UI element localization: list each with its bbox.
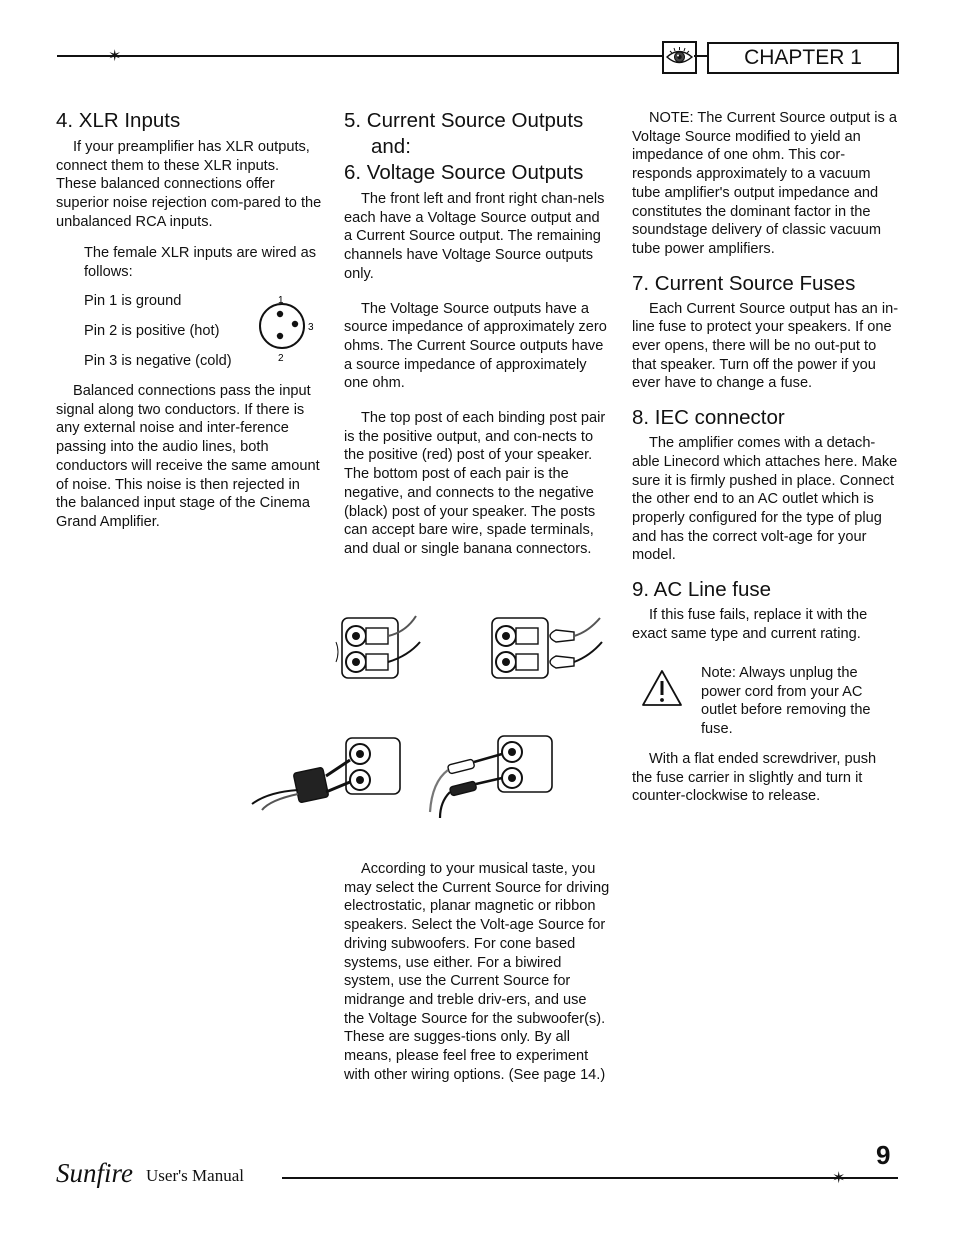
paragraph: The Voltage Source outputs have a source impedance of approximately zero ohms. The Current Source outputs have a source impedance of approximately one ohm. — [344, 300, 607, 392]
header-star-ornament: ✶ — [108, 46, 122, 65]
heading-voltage-source-outputs: 6. Voltage Source Outputs — [344, 161, 584, 184]
binding-post-single-banana-illustration — [424, 732, 556, 820]
paragraph: Balanced connections pass the input signal along two conductors. If there is any external noise and inter-ference passing into the audio lines, both conductors will receive the same amount of noise. This noise is then rejected in the balanced input stage of the Cinema Grand Amplifier. — [56, 383, 320, 530]
binding-post-dual-banana-illustration — [248, 732, 404, 812]
pin-label-3: 3 — [308, 322, 314, 333]
pin-label-2: 2 — [278, 353, 284, 364]
pin-2-text: Pin 2 is positive (hot) — [84, 323, 220, 339]
heading-current-source-outputs: 5. Current Source Outputs — [344, 109, 584, 132]
xlr-connector-diagram — [252, 290, 324, 366]
footer-star-ornament: ✶ — [832, 1168, 846, 1187]
heading-current-source-fuses: 7. Current Source Fuses — [632, 271, 856, 295]
manual-label: User's Manual — [146, 1166, 244, 1185]
column-1 — [56, 108, 322, 232]
paragraph: The top post of each binding post pair is the positive output, and con-nects to the positive (red) post of your speaker. The bottom post of each pair is the negative, and connects to the negative (black) post of your speaker. The posts can accept bare wire, spade terminals, and dual or single banana connectors. — [344, 410, 606, 557]
paragraph: Each Current Source output has an in-line fuse to protect your speakers. If one ever opens, there will be no out-put to that speaker. Turn off the power if you ever have to change a fuse. — [632, 300, 899, 392]
paragraph: The female XLR inputs are wired as follows: — [84, 245, 316, 280]
note-paragraph: NOTE: The Current Source output is a Voltage Source modified to yield an impedance of one ohm. This cor-responds approximately to a vacuum tube amplifier's output impedance and constitutes the dominant factor in the soundstage delivery of classic vacuum tube power amplifiers. — [632, 110, 897, 257]
balanced-connections-text — [56, 382, 322, 532]
warning-text: Note: Always unplug the power cord from your AC outlet before removing the fuse. — [701, 665, 871, 738]
heading-iec-connector: 8. IEC connector — [632, 406, 785, 430]
heading-and: and: — [371, 135, 411, 158]
column-2 — [344, 108, 610, 559]
eye-icon-box — [662, 41, 697, 74]
paragraph: The amplifier comes with a detach-able Linecord which attaches here. Make sure it is firmly pushed in place. Connect the other end to an AC outlet which is properly configured for the type of plug and has the correct volt-age for your model. — [632, 435, 898, 564]
paragraph: With a flat ended screwdriver, push the fuse carrier in slightly and turn it counter-clockwise to release. — [632, 751, 877, 805]
eye-icon — [664, 43, 695, 72]
chapter-label: CHAPTER 1 — [707, 42, 899, 74]
paragraph: According to your musical taste, you may select the Current Source for driving electrostatic, planar magnetic or ribbon speakers. Select the Volt-age Source for driving subwoofers. For cone based systems, use either. For a biwired system, use the Current Source for midrange and treble driv-ers, and use the Voltage Source for the subwoofer(s). These are sugges-tions only. By all means, please feel free to experiment with other wiring options. (See page 14.) — [344, 861, 610, 1083]
screwdriver-text — [632, 750, 900, 806]
musical-taste-text — [344, 860, 610, 1084]
paragraph: If your preamplifier has XLR outputs, connect them to these XLR inputs. These balanced connections offer superior noise rejection com-pared to the unbalanced RCA inputs. — [56, 139, 322, 230]
paragraph: The front left and front right chan-nels each have a Voltage Source output and a Current Source output. The remaining channels have Voltage Source outputs only. — [344, 191, 605, 282]
paragraph: If this fuse fails, replace it with the exact same type and current rating. — [632, 607, 868, 642]
footer-rule — [282, 1177, 898, 1179]
page-number: 9 — [876, 1140, 891, 1170]
warning-note — [701, 664, 901, 739]
column-3 — [632, 109, 900, 643]
xlr-wiring-intro — [84, 244, 320, 281]
heading-xlr-inputs: 4. XLR Inputs — [56, 109, 181, 132]
brand-logo: Sunfire — [56, 1158, 133, 1188]
binding-post-bare-wire-illustration — [334, 612, 426, 684]
pin-label-1: 1 — [278, 295, 284, 306]
pin-3-text: Pin 3 is negative (cold) — [84, 353, 232, 369]
pin-1-text: Pin 1 is ground — [84, 293, 182, 309]
header-rule — [57, 55, 662, 57]
header-rule-short — [694, 55, 708, 57]
binding-post-spade-illustration — [484, 612, 606, 684]
warning-triangle-icon — [640, 668, 684, 708]
heading-ac-line-fuse: 9. AC Line fuse — [632, 578, 772, 602]
